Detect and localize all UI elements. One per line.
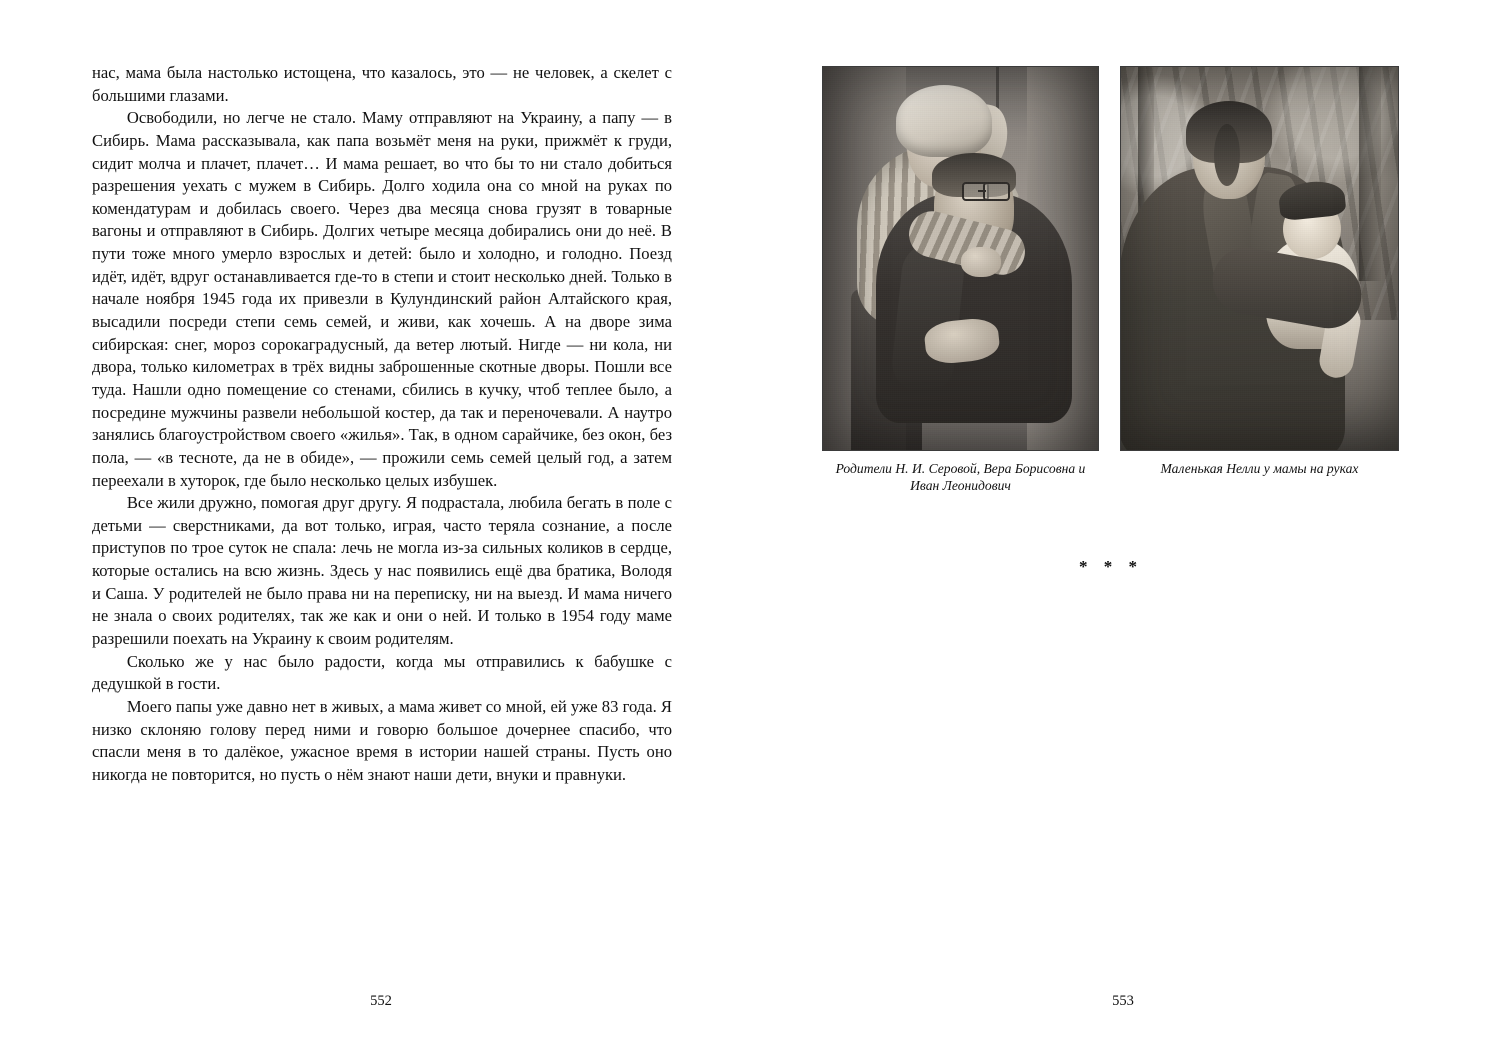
photo-mother-with-baby xyxy=(1120,66,1399,451)
photo-caption-parents: Родители Н. И. Серовой, Вера Борисовна и Иван Леонидович xyxy=(835,461,1086,494)
photo-figure-parents xyxy=(822,66,1099,495)
paragraph: Все жили дружно, помогая друг другу. Я подрастала, любила бегать в поле с детьми — сверстниками, да вот только, играя, часто теряла сознание, а после приступов по трое суток не спала: лечь не могла из-за сильных коликов в сердце, которые остались на всю жизнь. Здесь у нас появились ещё два братика, Володя и Саша. У родителей не было права ни на переписку, ни на выезд. И мама ничего не знала о своих родителях, так же как и они о ней. И только в 1954 году маме разрешили поехать на Украину к своим родителям. xyxy=(92,493,672,649)
photo-figure-mother-baby xyxy=(1120,66,1399,495)
page-number-right: 553 xyxy=(1112,993,1134,1009)
paragraph: Освободили, но легче не стало. Маму отправляют на Украину, а папу — в Сибирь. Мама рассказывала, как папа возьмёт меня на руки, прижмёт к груди, сидит молча и плачет, плачет… И мама решает, во что бы то ни стало добиться разрешения уехать с мужем в Сибирь. Долго ходила она со мной на руках по комендатурам и добилась своего. Через два месяца снова грузят в товарные вагоны и отправляют в Сибирь. Долгих четыре месяца добирались они до неё. В пути тоже много умерло взрослых и детей: было и холодно, и голодно. Поезд идёт, идёт, вдруг останавливается где-то в степи и стоит несколько дней. Только в начале ноября 1945 года их привезли в Кулундинский район Алтайского края, высадили посреди степи семь семей, и живи, как хочешь. А на дворе зима сибирская: снег, мороз сорокаградусный, да ветер лютый. Нигде — ни кола, ни двора, только километрах в трёх видны заброшенные скотные дворы. Пошли все туда. Нашли одно помещение со стенами, сбились в кучку, чтоб теплее было, а посредине мужчины развели небольшой костер, да так и переночевали. А наутро занялись благоустройством своего «жилья». Так, в одном сарайчике, без окон, без пола, — «в тесноте, да не в обиде», — прожили семь семей целый год, а затем переехали в хуторок, где было несколько целых избушек. xyxy=(92,108,672,490)
photo-caption-mother-baby: Маленькая Нелли у мамы на руках xyxy=(1160,461,1359,476)
page-right xyxy=(746,0,1492,1058)
photo-row xyxy=(822,66,1400,495)
paragraph: Сколько же у нас было радости, когда мы отправились к бабушке с дедушкой в гости. xyxy=(92,651,672,694)
page-number-left: 552 xyxy=(370,993,392,1009)
section-divider: * * * xyxy=(1079,556,1143,576)
photo-parents-portrait xyxy=(822,66,1099,451)
paragraph: Моего папы уже давно нет в живых, а мама живет со мной, ей уже 83 года. Я низко склоняю голову перед ними и говорю большое дочернее спасибо, что спасли меня в то далёкое, ужасное время в истории нашей страны. Пусть оно никогда не повторится, но пусть о нём знают наши дети, внуки и правнуки. xyxy=(92,696,672,784)
body-text-column xyxy=(92,62,672,787)
photo-vignette xyxy=(823,67,1098,450)
paragraph: нас, мама была настолько истощена, что казалось, это — не человек, а скелет с большими глазами. xyxy=(92,63,672,105)
photo-vignette xyxy=(1121,67,1398,450)
